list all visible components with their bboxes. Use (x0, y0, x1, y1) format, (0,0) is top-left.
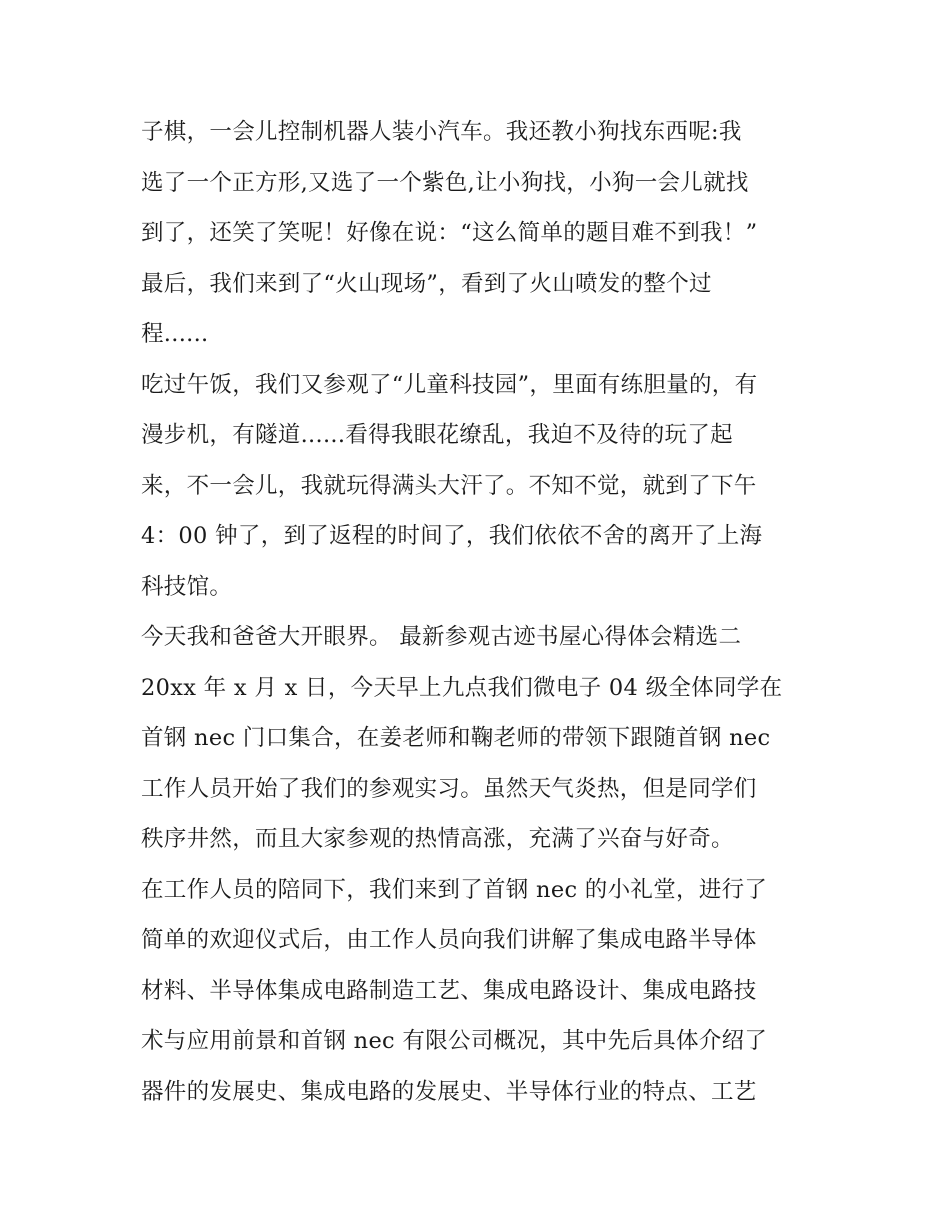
text-line: 简单的欢迎仪式后，由工作人员向我们讲解了集成电路半导体 (141, 927, 757, 953)
text-line: 工作人员开始了我们的参观实习。虽然天气炎热，但是同学们 (141, 775, 757, 802)
text-line: 漫步机，有隧道......看得我眼花缭乱，我迫不及待的玩了起 (141, 422, 733, 448)
body-text (141, 107, 831, 1117)
text-line: 器件的发展史、集成电路的发展史、半导体行业的特点、工艺 (141, 1078, 757, 1105)
text-line: 最后，我们来到了“火山现场”，看到了火山喷发的整个过 (141, 270, 712, 297)
text-line: 到了，还笑了笑呢！好像在说：“这么简单的题目难不到我！” (141, 220, 758, 246)
text-line: 今天我和爸爸大开眼界。 最新参观古迹书屋心得体会精选二 (141, 624, 742, 650)
text-line: 选了一个正方形,又选了一个紫色,让小狗找，小狗一会儿就找 (141, 169, 749, 196)
text-line: 吃过午饭，我们又参观了“儿童科技园”，里面有练胆量的，有 (141, 371, 758, 398)
text-line: 科技馆。 (141, 573, 233, 600)
text-line: 来，不一会儿，我就玩得满头大汗了。不知不觉，就到了下午 (141, 472, 757, 499)
text-line: 程...... (141, 321, 209, 347)
text-line: 在工作人员的陪同下，我们来到了首钢 nec 的小礼堂，进行了 (141, 876, 768, 903)
text-line: 材料、半导体集成电路制造工艺、集成电路设计、集成电路技 (141, 977, 757, 1004)
text-line: 子棋，一会儿控制机器人装小汽车。我还教小狗找东西呢:我 (141, 119, 742, 145)
text-line: 术与应用前景和首钢 nec 有限公司概况，其中先后具体介绍了 (141, 1028, 768, 1054)
text-line: 首钢 nec 门口集合，在姜老师和鞠老师的带领下跟随首钢 nec (141, 725, 771, 751)
text-line: 4：00 钟了，到了返程的时间了，我们依依不舍的离开了上海 (141, 523, 763, 549)
text-line: 20xx 年 x 月 x 日，今天早上九点我们微电子 04 级全体同学在 (141, 674, 783, 701)
text-line: 秩序井然，而且大家参观的热情高涨，充满了兴奋与好奇。 (141, 826, 734, 852)
